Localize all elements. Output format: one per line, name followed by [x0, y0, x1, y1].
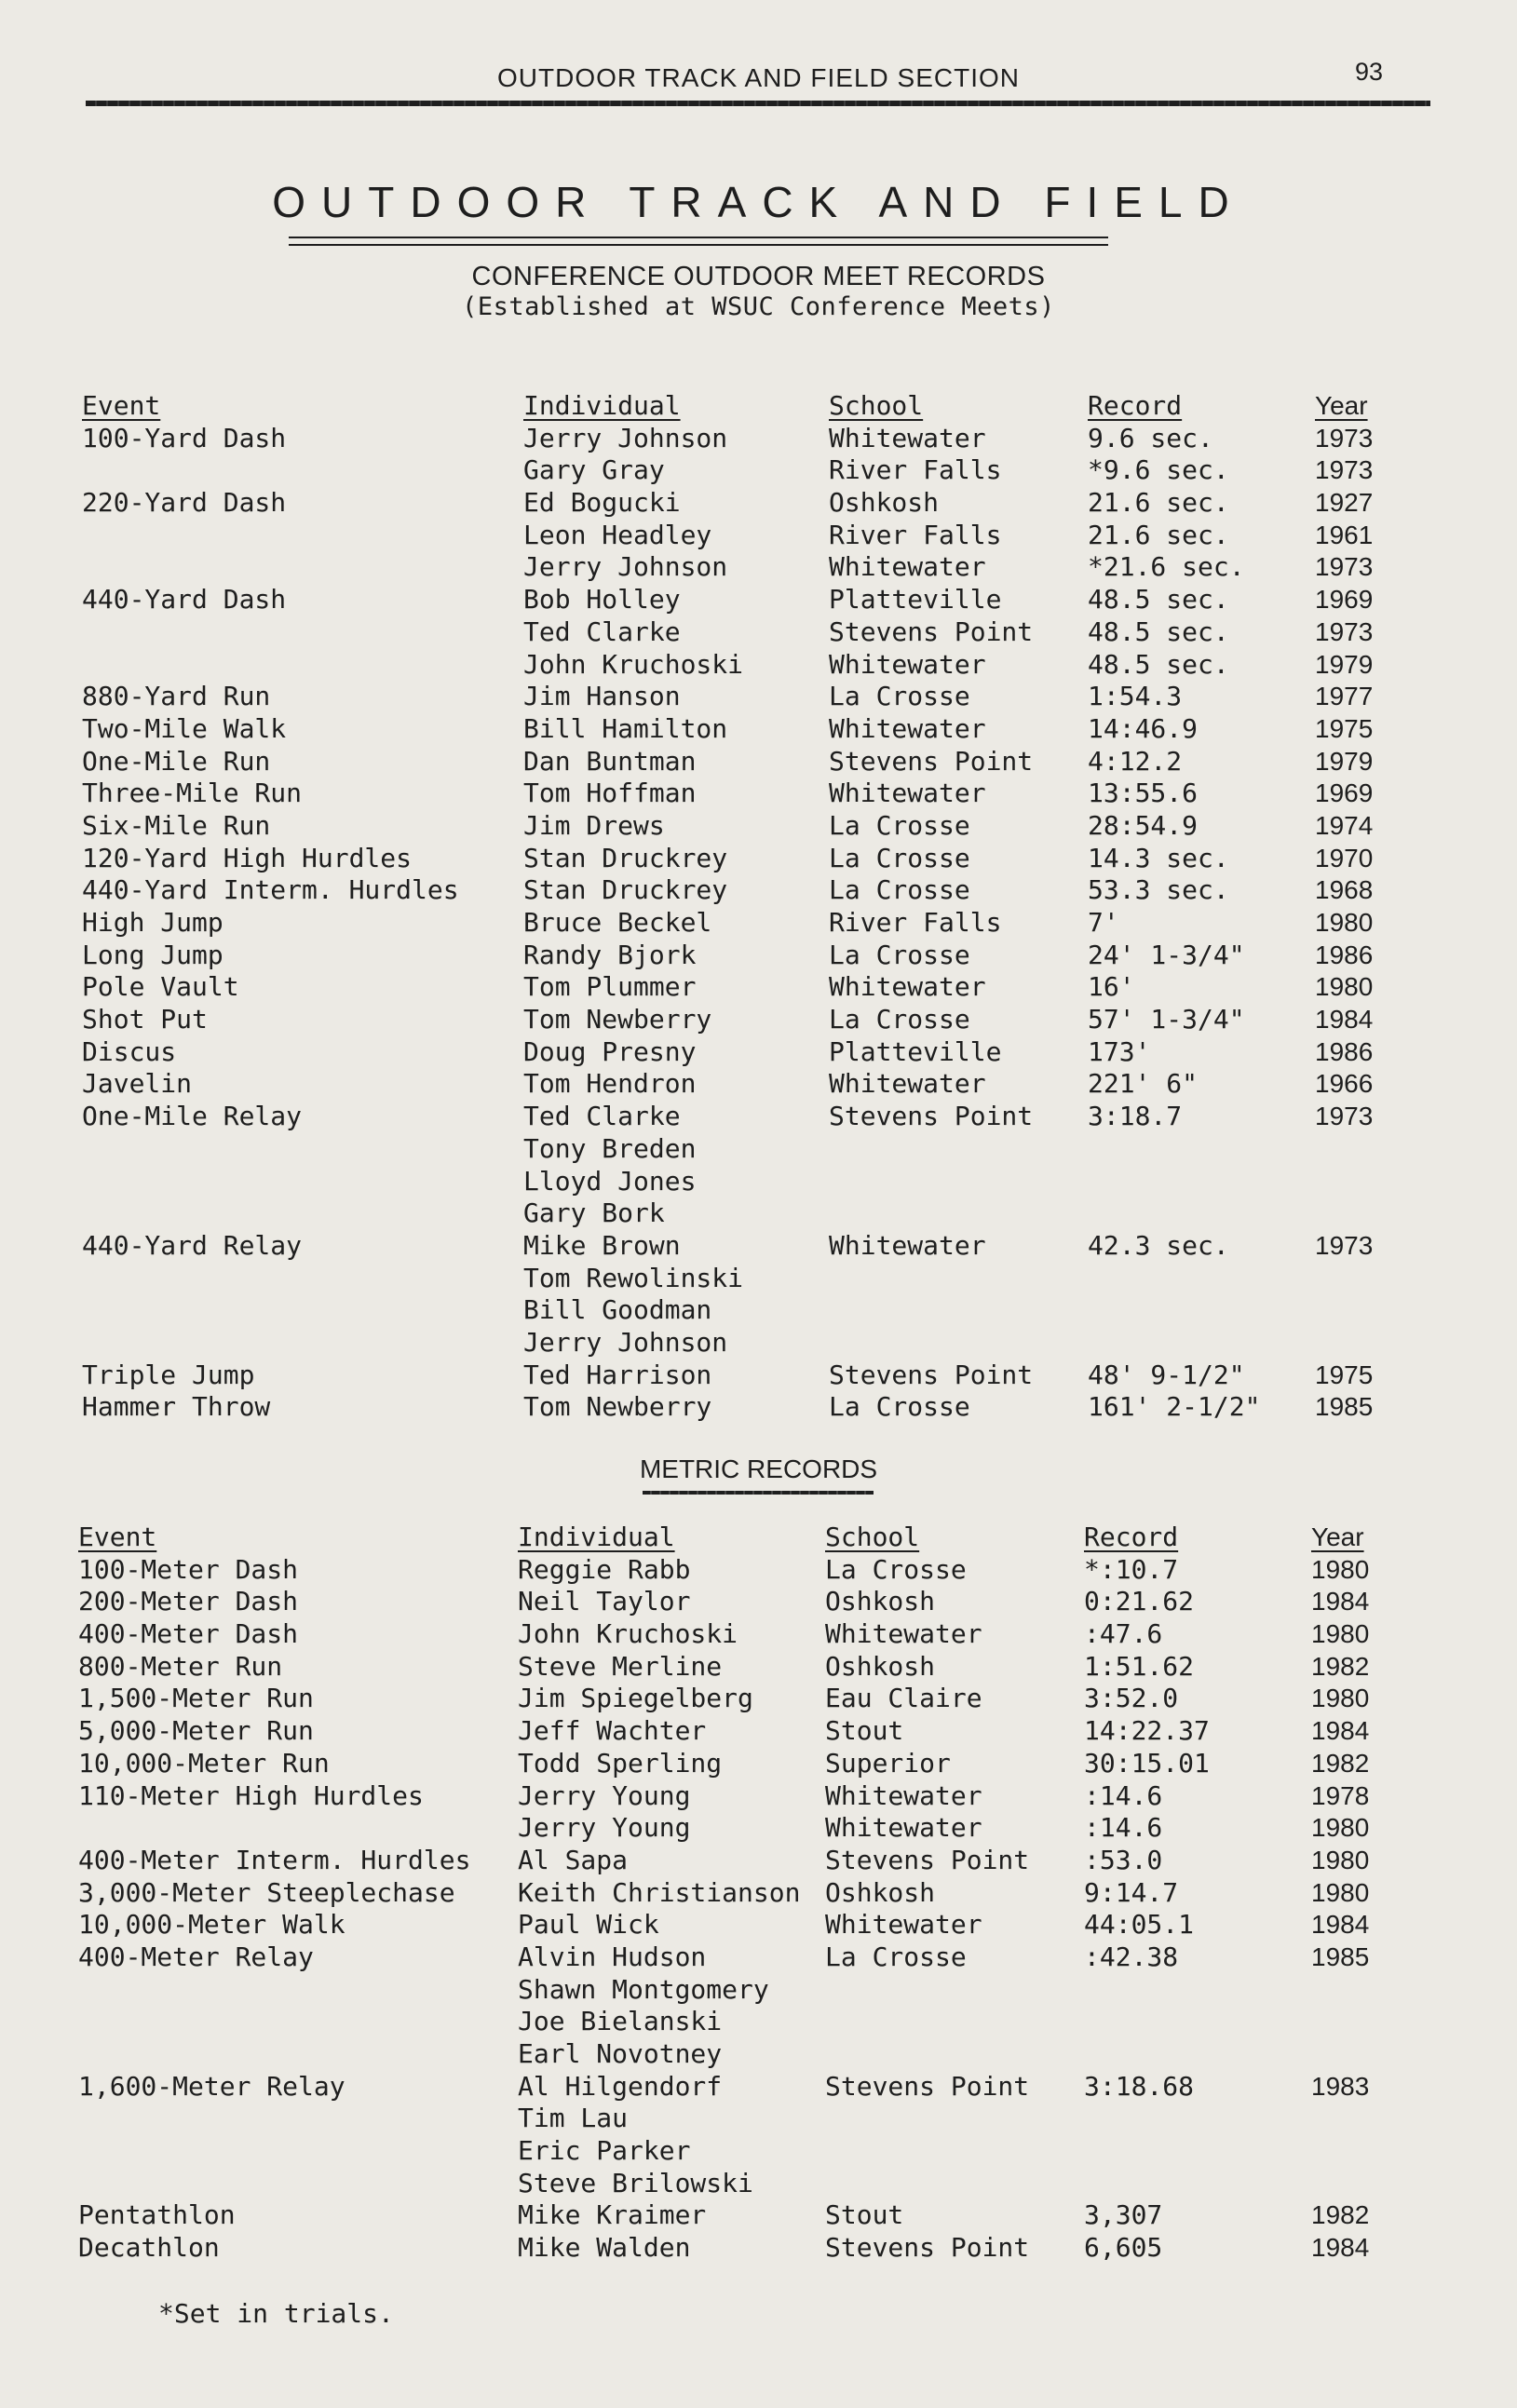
- record-record-cell: 16': [1088, 971, 1135, 1003]
- metric-record-row: [0, 1651, 1517, 1684]
- metric-record-record-cell: 30:15.01: [1084, 1747, 1210, 1779]
- record-school-cell: La Crosse: [829, 939, 970, 970]
- record-individual-cell: Ed Bogucki: [523, 487, 681, 519]
- metric-title-rule: [643, 1491, 874, 1495]
- column-header-school: School: [829, 390, 924, 421]
- metric-record-record-cell: 14:22.37: [1084, 1715, 1210, 1747]
- metric-record-record-cell: 44:05.1: [1084, 1909, 1195, 1941]
- metric-record-record-cell: 3:52.0: [1084, 1683, 1179, 1714]
- record-individual-cell: Lloyd Jones: [523, 1165, 697, 1197]
- metric-record-row: [0, 1586, 1517, 1618]
- record-school-cell: Oshkosh: [829, 487, 940, 519]
- metric-record-event-cell: 400-Meter Interm. Hurdles: [78, 1844, 471, 1875]
- record-school-cell: La Crosse: [829, 809, 970, 841]
- metric-record-year-cell: 1984: [1311, 1716, 1370, 1746]
- metric-record-school-cell: La Crosse: [825, 1553, 967, 1585]
- record-year-cell: 1986: [1315, 1036, 1374, 1066]
- record-individual-cell: Ted Clarke: [523, 616, 681, 647]
- record-school-cell: River Falls: [829, 519, 1002, 550]
- header-rule: [86, 101, 1430, 106]
- metric-record-year-cell: 1982: [1311, 1651, 1370, 1681]
- metric-record-event-cell: 100-Meter Dash: [78, 1553, 299, 1585]
- record-school-cell: Whitewater: [829, 1068, 986, 1100]
- record-school-cell: La Crosse: [829, 681, 970, 712]
- record-row: [0, 681, 1517, 713]
- record-school-cell: Whitewater: [829, 551, 986, 583]
- metric-record-individual-cell: Mike Walden: [518, 2232, 691, 2264]
- record-record-cell: 48' 9-1/2": [1088, 1359, 1245, 1390]
- record-record-cell: 21.6 sec.: [1088, 519, 1229, 550]
- record-school-cell: Platteville: [829, 584, 1002, 616]
- metric-record-row: [0, 1554, 1517, 1587]
- record-record-cell: *21.6 sec.: [1088, 551, 1245, 583]
- record-row: [0, 616, 1517, 649]
- record-school-cell: Platteville: [829, 1035, 1002, 1067]
- record-year-cell: 1969: [1315, 585, 1374, 615]
- metric-column-header-record: Record: [1084, 1522, 1179, 1552]
- running-head: OUTDOOR TRACK AND FIELD SECTION: [497, 63, 1020, 92]
- record-event-cell: High Jump: [82, 907, 223, 938]
- record-row: [0, 1101, 1517, 1133]
- record-row: [0, 1230, 1517, 1263]
- record-school-cell: Whitewater: [829, 422, 986, 453]
- metric-record-individual-cell: Tim Lau: [518, 2103, 629, 2134]
- metric-record-individual-cell: Paul Wick: [518, 1909, 659, 1941]
- metric-record-school-cell: Whitewater: [825, 1909, 982, 1941]
- metric-record-event-cell: 10,000-Meter Walk: [78, 1909, 345, 1941]
- record-year-cell: 1980: [1315, 908, 1374, 937]
- record-record-cell: 48.5 sec.: [1088, 648, 1229, 680]
- record-individual-cell: Dan Buntman: [523, 745, 697, 777]
- record-event-cell: 440-Yard Dash: [82, 584, 287, 616]
- record-individual-cell: Gary Gray: [523, 454, 665, 486]
- metric-record-school-cell: Eau Claire: [825, 1683, 982, 1714]
- record-year-cell: 1970: [1315, 843, 1374, 873]
- metric-record-event-cell: 1,600-Meter Relay: [78, 2070, 345, 2102]
- record-event-cell: Discus: [82, 1035, 177, 1067]
- record-event-cell: Javelin: [82, 1068, 193, 1100]
- metric-record-individual-cell: Reggie Rabb: [518, 1553, 691, 1585]
- metric-record-individual-cell: Mike Kraimer: [518, 2199, 707, 2231]
- record-individual-cell: Stan Druckrey: [523, 874, 728, 906]
- metric-record-individual-cell: Neil Taylor: [518, 1586, 691, 1617]
- metric-record-record-cell: 6,605: [1084, 2232, 1163, 2264]
- record-row: [0, 423, 1517, 455]
- metric-record-row: [0, 1941, 1517, 1974]
- metric-column-header-year: Year: [1311, 1522, 1364, 1551]
- metric-record-record-cell: :47.6: [1084, 1618, 1163, 1650]
- record-year-cell: 1980: [1315, 972, 1374, 1002]
- record-year-cell: 1975: [1315, 713, 1374, 743]
- record-record-cell: 221' 6": [1088, 1068, 1199, 1100]
- metric-record-school-cell: Whitewater: [825, 1779, 982, 1811]
- record-event-cell: 220-Yard Dash: [82, 487, 287, 519]
- records-body: [0, 423, 1517, 1424]
- record-record-cell: 4:12.2: [1088, 745, 1183, 777]
- record-row: [0, 810, 1517, 843]
- records-table: [0, 390, 1517, 1424]
- metric-record-individual-cell: Alvin Hudson: [518, 1941, 707, 1972]
- metric-record-individual-cell: Earl Novotney: [518, 2038, 723, 2069]
- metric-record-row: [0, 2006, 1517, 2038]
- record-row: [0, 874, 1517, 907]
- record-individual-cell: Mike Brown: [523, 1229, 681, 1261]
- metric-record-individual-cell: Todd Sperling: [518, 1747, 723, 1779]
- metric-record-school-cell: Whitewater: [825, 1812, 982, 1844]
- title-rule-top: [289, 237, 1108, 238]
- metric-record-event-cell: Decathlon: [78, 2232, 220, 2264]
- table-header: [0, 390, 1517, 423]
- metric-record-school-cell: Oshkosh: [825, 1586, 936, 1617]
- record-event-cell: 440-Yard Interm. Hurdles: [82, 874, 459, 906]
- record-individual-cell: Bruce Beckel: [523, 907, 712, 938]
- record-record-cell: 161' 2-1/2": [1088, 1391, 1261, 1423]
- record-event-cell: Shot Put: [82, 1004, 208, 1035]
- record-row: [0, 843, 1517, 875]
- record-record-cell: 24' 1-3/4": [1088, 939, 1245, 970]
- record-school-cell: La Crosse: [829, 1004, 970, 1035]
- record-individual-cell: Bill Goodman: [523, 1294, 712, 1326]
- metric-record-year-cell: 1985: [1311, 1941, 1370, 1971]
- record-event-cell: 120-Yard High Hurdles: [82, 842, 413, 873]
- metric-record-event-cell: 400-Meter Dash: [78, 1618, 299, 1650]
- metric-record-row: [0, 2038, 1517, 2071]
- record-individual-cell: Bob Holley: [523, 584, 681, 616]
- metric-record-event-cell: 110-Meter High Hurdles: [78, 1779, 424, 1811]
- record-individual-cell: Tony Breden: [523, 1132, 697, 1164]
- metric-record-year-cell: 1984: [1311, 1587, 1370, 1617]
- metric-record-individual-cell: Eric Parker: [518, 2135, 691, 2167]
- metric-record-row: [0, 2103, 1517, 2135]
- record-year-cell: 1985: [1315, 1392, 1374, 1422]
- record-record-cell: 48.5 sec.: [1088, 584, 1229, 616]
- record-event-cell: 440-Yard Relay: [82, 1229, 303, 1261]
- metric-record-individual-cell: Keith Christianson: [518, 1876, 801, 1908]
- metric-record-row: [0, 1683, 1517, 1715]
- record-year-cell: 1973: [1315, 552, 1374, 582]
- metric-record-individual-cell: Al Sapa: [518, 1844, 629, 1875]
- metric-record-row: [0, 2168, 1517, 2200]
- metric-record-event-cell: 10,000-Meter Run: [78, 1747, 330, 1779]
- metric-record-year-cell: 1984: [1311, 1910, 1370, 1940]
- column-header-year: Year: [1315, 391, 1368, 420]
- record-individual-cell: Randy Bjork: [523, 939, 697, 970]
- metric-record-school-cell: Stout: [825, 1715, 904, 1747]
- record-event-cell: One-Mile Run: [82, 745, 271, 777]
- record-record-cell: 48.5 sec.: [1088, 616, 1229, 647]
- record-record-cell: 28:54.9: [1088, 809, 1199, 841]
- metric-record-year-cell: 1980: [1311, 1684, 1370, 1713]
- metric-record-event-cell: 3,000-Meter Steeplechase: [78, 1876, 455, 1908]
- record-row: [0, 454, 1517, 487]
- metric-record-record-cell: 3:18.68: [1084, 2070, 1195, 2102]
- record-year-cell: 1927: [1315, 488, 1374, 518]
- record-individual-cell: Bill Hamilton: [523, 712, 728, 744]
- record-row: [0, 1004, 1517, 1036]
- metric-record-row: [0, 1845, 1517, 1877]
- metric-record-event-cell: 200-Meter Dash: [78, 1586, 299, 1617]
- record-record-cell: 3:18.7: [1088, 1101, 1183, 1132]
- metric-record-record-cell: :14.6: [1084, 1779, 1163, 1811]
- record-event-cell: 100-Yard Dash: [82, 422, 287, 453]
- record-row: [0, 713, 1517, 746]
- metric-records-title: METRIC RECORDS: [639, 1454, 878, 1483]
- metric-record-year-cell: 1984: [1311, 2233, 1370, 2263]
- record-year-cell: 1979: [1315, 746, 1374, 776]
- record-row: [0, 1391, 1517, 1424]
- record-record-cell: 13:55.6: [1088, 778, 1199, 809]
- record-row: [0, 746, 1517, 778]
- metric-record-school-cell: Oshkosh: [825, 1876, 936, 1908]
- metric-record-row: [0, 1909, 1517, 1941]
- record-individual-cell: Tom Plummer: [523, 971, 697, 1003]
- metric-record-event-cell: 5,000-Meter Run: [78, 1715, 314, 1747]
- metric-record-row: [0, 2071, 1517, 2104]
- metric-records-body: [0, 1554, 1517, 2265]
- record-year-cell: 1986: [1315, 940, 1374, 969]
- record-school-cell: Stevens Point: [829, 616, 1034, 647]
- record-school-cell: Whitewater: [829, 971, 986, 1003]
- record-record-cell: 14:46.9: [1088, 712, 1199, 744]
- record-school-cell: Whitewater: [829, 648, 986, 680]
- metric-record-school-cell: Superior: [825, 1747, 951, 1779]
- title-rule-bottom: [289, 244, 1108, 246]
- metric-record-year-cell: 1980: [1311, 1619, 1370, 1649]
- metric-record-individual-cell: Steve Brilowski: [518, 2167, 753, 2198]
- record-individual-cell: Ted Harrison: [523, 1359, 712, 1390]
- metric-record-individual-cell: Jerry Young: [518, 1812, 691, 1844]
- metric-record-year-cell: 1982: [1311, 1748, 1370, 1778]
- record-row: [0, 551, 1517, 584]
- record-year-cell: 1975: [1315, 1360, 1374, 1389]
- record-event-cell: Two-Mile Walk: [82, 712, 287, 744]
- metric-record-year-cell: 1980: [1311, 1845, 1370, 1874]
- metric-record-event-cell: 1,500-Meter Run: [78, 1683, 314, 1714]
- record-year-cell: 1968: [1315, 875, 1374, 905]
- metric-record-row: [0, 1618, 1517, 1651]
- record-record-cell: 7': [1088, 907, 1119, 938]
- metric-record-record-cell: :14.6: [1084, 1812, 1163, 1844]
- metric-record-year-cell: 1980: [1311, 1877, 1370, 1907]
- page-number: 93: [1355, 58, 1384, 86]
- record-record-cell: 57' 1-3/4": [1088, 1004, 1245, 1035]
- record-row: [0, 1068, 1517, 1101]
- record-row: [0, 778, 1517, 810]
- record-individual-cell: Doug Presny: [523, 1035, 697, 1067]
- column-header-event: Event: [82, 390, 161, 421]
- metric-records-table: [0, 1522, 1517, 2265]
- record-individual-cell: Ted Clarke: [523, 1101, 681, 1132]
- metric-record-year-cell: 1980: [1311, 1813, 1370, 1843]
- record-event-cell: One-Mile Relay: [82, 1101, 303, 1132]
- metric-record-individual-cell: Steve Merline: [518, 1650, 723, 1682]
- metric-record-school-cell: Stevens Point: [825, 2232, 1030, 2264]
- record-school-cell: Stevens Point: [829, 1359, 1034, 1390]
- record-year-cell: 1977: [1315, 682, 1374, 711]
- metric-column-header-individual: Individual: [518, 1522, 675, 1552]
- metric-record-row: [0, 1974, 1517, 2007]
- metric-table-header: [0, 1522, 1517, 1554]
- metric-record-record-cell: :53.0: [1084, 1844, 1163, 1875]
- record-individual-cell: Tom Newberry: [523, 1004, 712, 1035]
- metric-record-record-cell: 0:21.62: [1084, 1586, 1195, 1617]
- metric-record-row: [0, 2135, 1517, 2168]
- metric-record-individual-cell: Jerry Young: [518, 1779, 691, 1811]
- record-record-cell: 173': [1088, 1035, 1151, 1067]
- metric-record-individual-cell: Jim Spiegelberg: [518, 1683, 753, 1714]
- metric-column-header-school: School: [825, 1522, 920, 1552]
- metric-record-individual-cell: Jeff Wachter: [518, 1715, 707, 1747]
- record-row: [0, 1166, 1517, 1198]
- record-school-cell: La Crosse: [829, 1391, 970, 1423]
- column-header-individual: Individual: [523, 390, 681, 421]
- record-school-cell: River Falls: [829, 907, 1002, 938]
- metric-record-school-cell: La Crosse: [825, 1941, 967, 1972]
- column-header-record: Record: [1088, 390, 1183, 421]
- metric-record-year-cell: 1978: [1311, 1780, 1370, 1810]
- record-event-cell: Long Jump: [82, 939, 223, 970]
- metric-record-school-cell: Stevens Point: [825, 1844, 1030, 1875]
- record-record-cell: 14.3 sec.: [1088, 842, 1229, 873]
- record-individual-cell: Leon Headley: [523, 519, 712, 550]
- metric-record-school-cell: Stout: [825, 2199, 904, 2231]
- record-year-cell: 1974: [1315, 810, 1374, 840]
- record-record-cell: 42.3 sec.: [1088, 1229, 1229, 1261]
- record-individual-cell: Tom Hendron: [523, 1068, 697, 1100]
- metric-record-record-cell: :42.38: [1084, 1941, 1179, 1972]
- metric-record-row: [0, 1812, 1517, 1845]
- record-record-cell: 53.3 sec.: [1088, 874, 1229, 906]
- metric-record-year-cell: 1980: [1311, 1554, 1370, 1584]
- record-row: [0, 487, 1517, 520]
- record-event-cell: Triple Jump: [82, 1359, 255, 1390]
- record-school-cell: Whitewater: [829, 778, 986, 809]
- metric-record-row: [0, 2199, 1517, 2232]
- metric-record-row: [0, 1715, 1517, 1748]
- record-year-cell: 1973: [1315, 455, 1374, 485]
- record-row: [0, 1036, 1517, 1069]
- record-individual-cell: Jerry Johnson: [523, 551, 728, 583]
- record-record-cell: 9.6 sec.: [1088, 422, 1213, 453]
- record-event-cell: Pole Vault: [82, 971, 239, 1003]
- record-individual-cell: Jerry Johnson: [523, 422, 728, 453]
- metric-record-event-cell: 800-Meter Run: [78, 1650, 283, 1682]
- record-event-cell: Three-Mile Run: [82, 778, 303, 809]
- record-record-cell: *9.6 sec.: [1088, 454, 1229, 486]
- record-individual-cell: Jim Drews: [523, 809, 665, 841]
- record-row: [0, 1133, 1517, 1166]
- record-school-cell: Whitewater: [829, 712, 986, 744]
- record-event-cell: Six-Mile Run: [82, 809, 271, 841]
- metric-column-header-event: Event: [78, 1522, 157, 1552]
- record-year-cell: 1969: [1315, 778, 1374, 808]
- metric-record-school-cell: Whitewater: [825, 1618, 982, 1650]
- record-individual-cell: Tom Newberry: [523, 1391, 712, 1423]
- record-school-cell: Stevens Point: [829, 1101, 1034, 1132]
- record-individual-cell: Tom Rewolinski: [523, 1262, 744, 1293]
- record-row: [0, 520, 1517, 552]
- record-row: [0, 907, 1517, 940]
- record-row: [0, 1327, 1517, 1360]
- record-row: [0, 1294, 1517, 1327]
- metric-record-individual-cell: Joe Bielanski: [518, 2006, 723, 2037]
- record-year-cell: 1979: [1315, 649, 1374, 679]
- record-year-cell: 1966: [1315, 1069, 1374, 1099]
- record-row: [0, 649, 1517, 682]
- metric-record-school-cell: Stevens Point: [825, 2070, 1030, 2102]
- metric-record-row: [0, 1748, 1517, 1780]
- record-year-cell: 1973: [1315, 1102, 1374, 1131]
- metric-record-record-cell: 1:51.62: [1084, 1650, 1195, 1682]
- record-record-cell: 1:54.3: [1088, 681, 1183, 712]
- record-individual-cell: Jim Hanson: [523, 681, 681, 712]
- metric-record-row: [0, 2232, 1517, 2265]
- record-row: [0, 1360, 1517, 1392]
- metric-record-year-cell: 1982: [1311, 2200, 1370, 2230]
- metric-record-event-cell: 400-Meter Relay: [78, 1941, 314, 1972]
- record-event-cell: Hammer Throw: [82, 1391, 271, 1423]
- record-school-cell: Whitewater: [829, 1229, 986, 1261]
- record-school-cell: La Crosse: [829, 874, 970, 906]
- record-year-cell: 1973: [1315, 1230, 1374, 1260]
- record-record-cell: 21.6 sec.: [1088, 487, 1229, 519]
- metric-record-record-cell: 3,307: [1084, 2199, 1163, 2231]
- page-title: OUTDOOR TRACK AND FIELD: [272, 178, 1245, 226]
- record-school-cell: River Falls: [829, 454, 1002, 486]
- footnote: *Set in trials.: [158, 2298, 394, 2329]
- record-row: [0, 1263, 1517, 1295]
- record-individual-cell: Stan Druckrey: [523, 842, 728, 873]
- metric-record-event-cell: Pentathlon: [78, 2199, 236, 2231]
- metric-record-row: [0, 1877, 1517, 1910]
- metric-record-individual-cell: John Kruchoski: [518, 1618, 738, 1650]
- record-school-cell: La Crosse: [829, 842, 970, 873]
- record-year-cell: 1984: [1315, 1005, 1374, 1035]
- metric-record-school-cell: Oshkosh: [825, 1650, 936, 1682]
- record-individual-cell: Tom Hoffman: [523, 778, 697, 809]
- section-subtitle-note: (Established at WSUC Conference Meets): [462, 292, 1055, 321]
- record-row: [0, 940, 1517, 972]
- record-individual-cell: John Kruchoski: [523, 648, 744, 680]
- metric-record-year-cell: 1983: [1311, 2071, 1370, 2101]
- record-individual-cell: Gary Bork: [523, 1197, 665, 1229]
- metric-record-row: [0, 1780, 1517, 1813]
- record-row: [0, 1197, 1517, 1230]
- metric-record-individual-cell: Al Hilgendorf: [518, 2070, 723, 2102]
- record-year-cell: 1973: [1315, 423, 1374, 453]
- record-individual-cell: Jerry Johnson: [523, 1326, 728, 1358]
- record-school-cell: Stevens Point: [829, 745, 1034, 777]
- section-subtitle: CONFERENCE OUTDOOR MEET RECORDS: [471, 262, 1046, 291]
- record-event-cell: 880-Yard Run: [82, 681, 271, 712]
- record-year-cell: 1973: [1315, 616, 1374, 646]
- record-year-cell: 1961: [1315, 520, 1374, 549]
- record-row: [0, 971, 1517, 1004]
- metric-record-record-cell: 9:14.7: [1084, 1876, 1179, 1908]
- metric-record-record-cell: *:10.7: [1084, 1553, 1179, 1585]
- record-row: [0, 584, 1517, 616]
- metric-record-individual-cell: Shawn Montgomery: [518, 1973, 769, 2005]
